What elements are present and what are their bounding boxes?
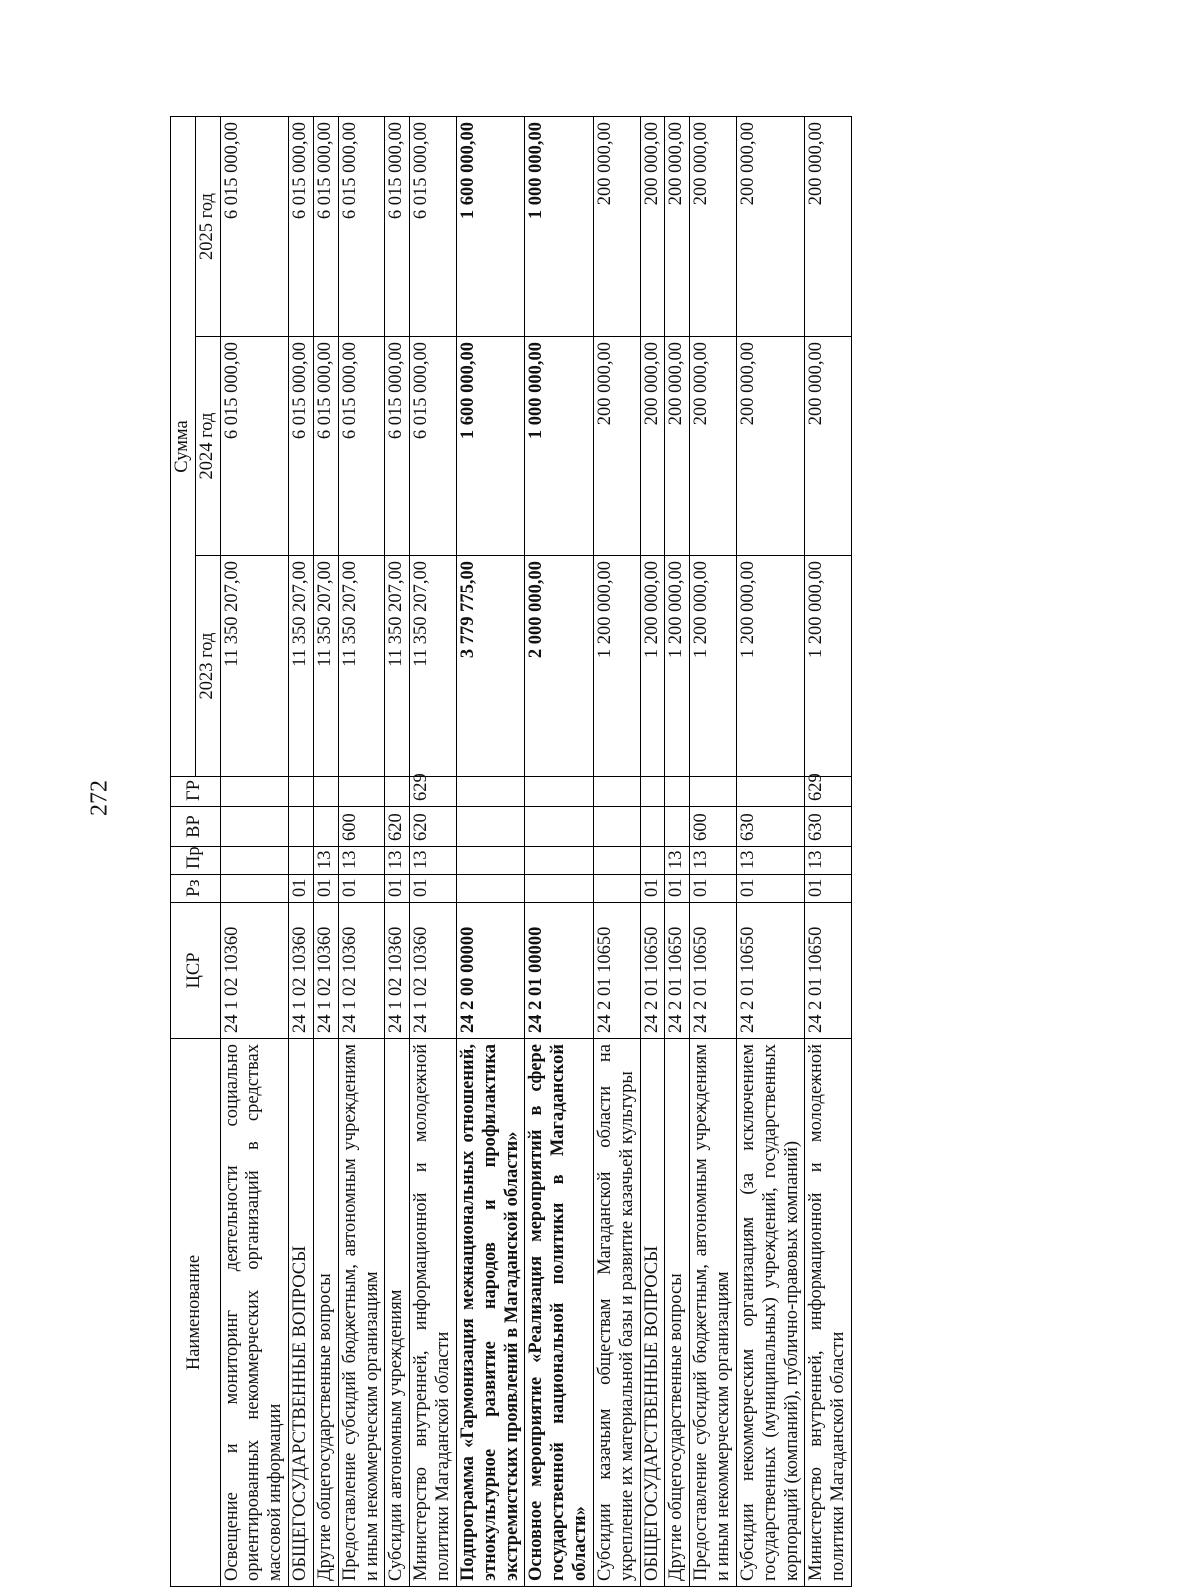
cell-pr xyxy=(593,847,640,875)
cell-csr: 24 1 02 10360 xyxy=(338,903,385,1039)
cell-pr xyxy=(456,847,524,875)
table-row xyxy=(805,116,852,1586)
cell-sum-2023: 1 200 000,00 xyxy=(665,556,690,777)
cell-pr: 13 xyxy=(410,847,457,875)
header-row xyxy=(171,116,196,1586)
cell-vr: 620 xyxy=(385,807,410,847)
cell-pr: 13 xyxy=(665,847,690,875)
cell-rz xyxy=(220,875,288,903)
cell-name: Освещение и мониторинг деятельности социально ориентированных некоммерческих организаций в средствах массовой информации xyxy=(220,1039,288,1587)
header-year-2025: 2025 год xyxy=(195,116,220,336)
cell-sum-2023: 11 350 207,00 xyxy=(289,556,314,777)
header-rz: Рз xyxy=(171,875,221,903)
cell-name: Предоставление субсидий бюджетным, автономным учреждениям и иным некоммерческим организациям xyxy=(690,1039,737,1587)
cell-gr xyxy=(736,777,804,807)
cell-pr: 13 xyxy=(338,847,385,875)
cell-name: Министерство внутренней, информационной и молодежной политики Магаданской области xyxy=(805,1039,852,1587)
cell-sum-2024: 1 600 000,00 xyxy=(456,337,524,556)
cell-sum-2024: 200 000,00 xyxy=(690,337,737,556)
cell-sum-2023: 1 200 000,00 xyxy=(805,556,852,777)
cell-sum-2025: 200 000,00 xyxy=(593,116,640,336)
table-row xyxy=(313,116,338,1586)
page-number: 272 xyxy=(86,780,113,816)
header-pr: Пр xyxy=(171,847,221,875)
cell-sum-2023: 3 779 775,00 xyxy=(456,556,524,777)
cell-name: Министерство внутренней, информационной и молодежной политики Магаданской области xyxy=(410,1039,457,1587)
table-row xyxy=(456,116,524,1586)
cell-csr: 24 2 00 00000 xyxy=(456,903,524,1039)
cell-rz: 01 xyxy=(665,875,690,903)
cell-sum-2023: 2 000 000,00 xyxy=(525,556,593,777)
cell-sum-2025: 200 000,00 xyxy=(665,116,690,336)
cell-csr: 24 2 01 10650 xyxy=(805,903,852,1039)
cell-vr xyxy=(640,807,665,847)
cell-sum-2024: 200 000,00 xyxy=(665,337,690,556)
cell-sum-2025: 6 015 000,00 xyxy=(313,116,338,336)
cell-name: ОБЩЕГОСУДАРСТВЕННЫЕ ВОПРОСЫ xyxy=(289,1039,314,1587)
cell-vr xyxy=(456,807,524,847)
cell-rz: 01 xyxy=(805,875,852,903)
cell-vr: 600 xyxy=(690,807,737,847)
cell-name: Основное мероприятие «Реализация мероприятий в сфере государственной национальной политики в Магаданской области» xyxy=(525,1039,593,1587)
cell-name: Предоставление субсидий бюджетным, автономным учреждениям и иным некоммерческим организациям xyxy=(338,1039,385,1587)
cell-sum-2024: 6 015 000,00 xyxy=(289,337,314,556)
cell-sum-2023: 1 200 000,00 xyxy=(640,556,665,777)
table-row xyxy=(385,116,410,1586)
cell-sum-2025: 1 600 000,00 xyxy=(456,116,524,336)
header-name: Наименование xyxy=(171,1039,221,1587)
cell-vr xyxy=(525,807,593,847)
cell-csr: 24 1 02 10360 xyxy=(220,903,288,1039)
cell-pr xyxy=(289,847,314,875)
cell-vr: 600 xyxy=(338,807,385,847)
cell-name: Подпрограмма «Гармонизация межнациональных отношений, этнокультурное развитие народов и профилактика экстремистских проявлений в Магаданской области» xyxy=(456,1039,524,1587)
header-year-2024: 2024 год xyxy=(195,337,220,556)
cell-name: Другие общегосударственные вопросы xyxy=(313,1039,338,1587)
cell-sum-2025: 6 015 000,00 xyxy=(220,116,288,336)
cell-pr xyxy=(525,847,593,875)
cell-rz xyxy=(525,875,593,903)
cell-csr: 24 1 02 10360 xyxy=(289,903,314,1039)
cell-pr: 13 xyxy=(736,847,804,875)
cell-vr xyxy=(220,807,288,847)
table-row xyxy=(593,116,640,1586)
table-row xyxy=(640,116,665,1586)
cell-name: Субсидии казачьим обществам Магаданской области на укрепление их материальной базы и развитие казачьей культуры xyxy=(593,1039,640,1587)
cell-csr: 24 2 01 10650 xyxy=(640,903,665,1039)
cell-name: Субсидии некоммерческим организациям (за исключением государственных (муниципальных) учреждений, государственных корпораций (компаний), публично-правовых компаний) xyxy=(736,1039,804,1587)
cell-sum-2024: 200 000,00 xyxy=(736,337,804,556)
header-vr: ВР xyxy=(171,807,221,847)
cell-pr xyxy=(220,847,288,875)
cell-sum-2024: 200 000,00 xyxy=(640,337,665,556)
table-row xyxy=(220,116,288,1586)
cell-sum-2024: 6 015 000,00 xyxy=(385,337,410,556)
cell-csr: 24 2 01 10650 xyxy=(690,903,737,1039)
table-row xyxy=(410,116,457,1586)
cell-sum-2024: 6 015 000,00 xyxy=(410,337,457,556)
cell-sum-2023: 1 200 000,00 xyxy=(736,556,804,777)
cell-pr: 13 xyxy=(690,847,737,875)
cell-vr xyxy=(593,807,640,847)
table-row xyxy=(736,116,804,1586)
cell-gr xyxy=(313,777,338,807)
cell-sum-2025: 6 015 000,00 xyxy=(410,116,457,336)
cell-csr: 24 1 02 10360 xyxy=(385,903,410,1039)
cell-rz: 01 xyxy=(338,875,385,903)
header-csr: ЦСР xyxy=(171,903,221,1039)
cell-sum-2023: 11 350 207,00 xyxy=(338,556,385,777)
header-gr: ГР xyxy=(171,777,221,807)
cell-gr: 629 xyxy=(410,777,457,807)
cell-rz: 01 xyxy=(289,875,314,903)
rotated-table-container xyxy=(170,117,1030,1587)
table-row xyxy=(690,116,737,1586)
cell-vr: 630 xyxy=(736,807,804,847)
cell-csr: 24 1 02 10360 xyxy=(313,903,338,1039)
cell-vr: 630 xyxy=(805,807,852,847)
cell-gr xyxy=(338,777,385,807)
cell-sum-2024: 6 015 000,00 xyxy=(220,337,288,556)
budget-table xyxy=(170,116,852,1587)
cell-sum-2025: 200 000,00 xyxy=(736,116,804,336)
cell-gr xyxy=(289,777,314,807)
cell-sum-2024: 1 000 000,00 xyxy=(525,337,593,556)
cell-csr: 24 2 01 10650 xyxy=(593,903,640,1039)
cell-gr xyxy=(456,777,524,807)
cell-rz: 01 xyxy=(640,875,665,903)
cell-rz xyxy=(456,875,524,903)
cell-name: Субсидии автономным учреждениям xyxy=(385,1039,410,1587)
cell-gr xyxy=(525,777,593,807)
cell-csr: 24 1 02 10360 xyxy=(410,903,457,1039)
cell-sum-2023: 1 200 000,00 xyxy=(593,556,640,777)
cell-pr: 13 xyxy=(313,847,338,875)
cell-sum-2025: 6 015 000,00 xyxy=(289,116,314,336)
cell-gr xyxy=(220,777,288,807)
cell-gr xyxy=(593,777,640,807)
cell-sum-2024: 200 000,00 xyxy=(805,337,852,556)
cell-sum-2024: 6 015 000,00 xyxy=(313,337,338,556)
cell-sum-2025: 6 015 000,00 xyxy=(385,116,410,336)
cell-sum-2025: 200 000,00 xyxy=(690,116,737,336)
cell-rz: 01 xyxy=(313,875,338,903)
header-sum: Сумма xyxy=(171,116,196,776)
cell-sum-2024: 6 015 000,00 xyxy=(338,337,385,556)
cell-vr xyxy=(665,807,690,847)
table-row xyxy=(525,116,593,1586)
cell-pr xyxy=(640,847,665,875)
cell-sum-2025: 6 015 000,00 xyxy=(338,116,385,336)
table-row xyxy=(289,116,314,1586)
cell-gr xyxy=(665,777,690,807)
cell-sum-2025: 200 000,00 xyxy=(805,116,852,336)
table-row xyxy=(338,116,385,1586)
cell-name: ОБЩЕГОСУДАРСТВЕННЫЕ ВОПРОСЫ xyxy=(640,1039,665,1587)
cell-pr: 13 xyxy=(805,847,852,875)
cell-csr: 24 2 01 00000 xyxy=(525,903,593,1039)
cell-gr xyxy=(690,777,737,807)
cell-vr: 620 xyxy=(410,807,457,847)
cell-sum-2025: 200 000,00 xyxy=(640,116,665,336)
cell-gr xyxy=(640,777,665,807)
cell-sum-2024: 200 000,00 xyxy=(593,337,640,556)
cell-gr: 629 xyxy=(805,777,852,807)
cell-sum-2023: 11 350 207,00 xyxy=(313,556,338,777)
cell-sum-2023: 11 350 207,00 xyxy=(410,556,457,777)
cell-rz xyxy=(593,875,640,903)
cell-name: Другие общегосударственные вопросы xyxy=(665,1039,690,1587)
cell-rz: 01 xyxy=(385,875,410,903)
header-year-2023: 2023 год xyxy=(195,556,220,777)
cell-pr: 13 xyxy=(385,847,410,875)
cell-vr xyxy=(289,807,314,847)
cell-vr xyxy=(313,807,338,847)
table-row xyxy=(665,116,690,1586)
cell-sum-2023: 11 350 207,00 xyxy=(220,556,288,777)
cell-rz: 01 xyxy=(736,875,804,903)
cell-sum-2023: 11 350 207,00 xyxy=(385,556,410,777)
table-body xyxy=(220,116,851,1586)
cell-rz: 01 xyxy=(410,875,457,903)
cell-csr: 24 2 01 10650 xyxy=(665,903,690,1039)
cell-rz: 01 xyxy=(690,875,737,903)
cell-csr: 24 2 01 10650 xyxy=(736,903,804,1039)
cell-sum-2025: 1 000 000,00 xyxy=(525,116,593,336)
cell-sum-2023: 1 200 000,00 xyxy=(690,556,737,777)
cell-gr xyxy=(385,777,410,807)
